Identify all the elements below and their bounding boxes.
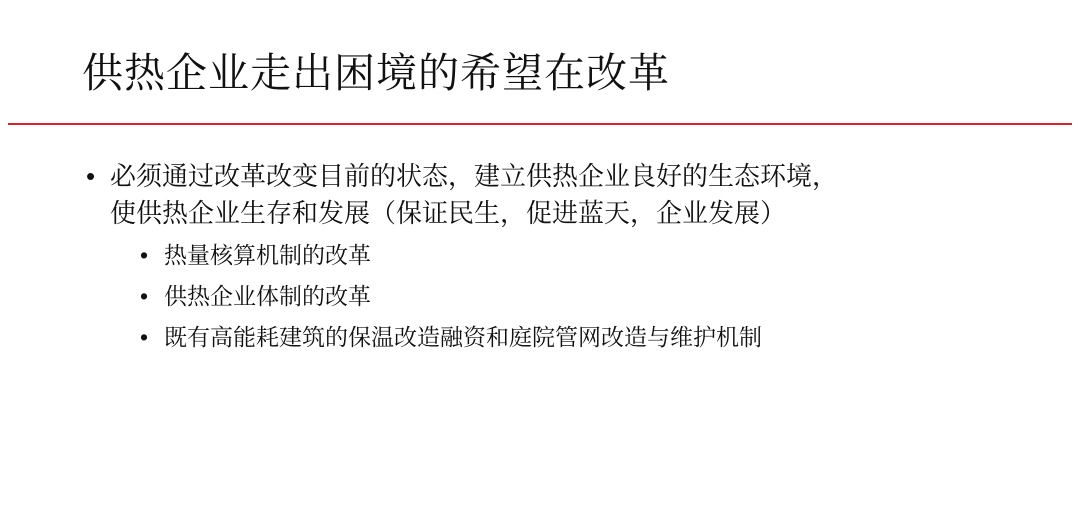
- bullet-dot-icon: •: [86, 161, 96, 191]
- sub-bullet-label: 既有高能耗建筑的保温改造融资和庭院管网改造与维护机制: [164, 323, 762, 350]
- page-title: 供热企业走出困境的希望在改革: [82, 50, 670, 96]
- main-bullet-line-2: 使供热企业生存和发展（保证民生，促进蓝天，企业发展）: [110, 197, 787, 228]
- bullet-dot-icon: •: [140, 323, 149, 350]
- list-item: [138, 241, 1022, 268]
- list-item: [138, 323, 1022, 350]
- sub-bullet-list: [82, 241, 1022, 350]
- bullet-dot-icon: •: [140, 282, 149, 309]
- sub-bullet-label: 热量核算机制的改革: [164, 241, 371, 268]
- bullet-dot-icon: •: [140, 241, 149, 268]
- sub-bullet-label: 供热企业体制的改革: [164, 282, 371, 309]
- main-bullet-line-1: 必须通过改革改变目前的状态，建立供热企业良好的生态环境，: [110, 161, 839, 191]
- list-item: [82, 158, 1022, 232]
- title-divider: [8, 123, 1072, 125]
- list-item: [138, 282, 1022, 309]
- slide-body: [82, 158, 1022, 349]
